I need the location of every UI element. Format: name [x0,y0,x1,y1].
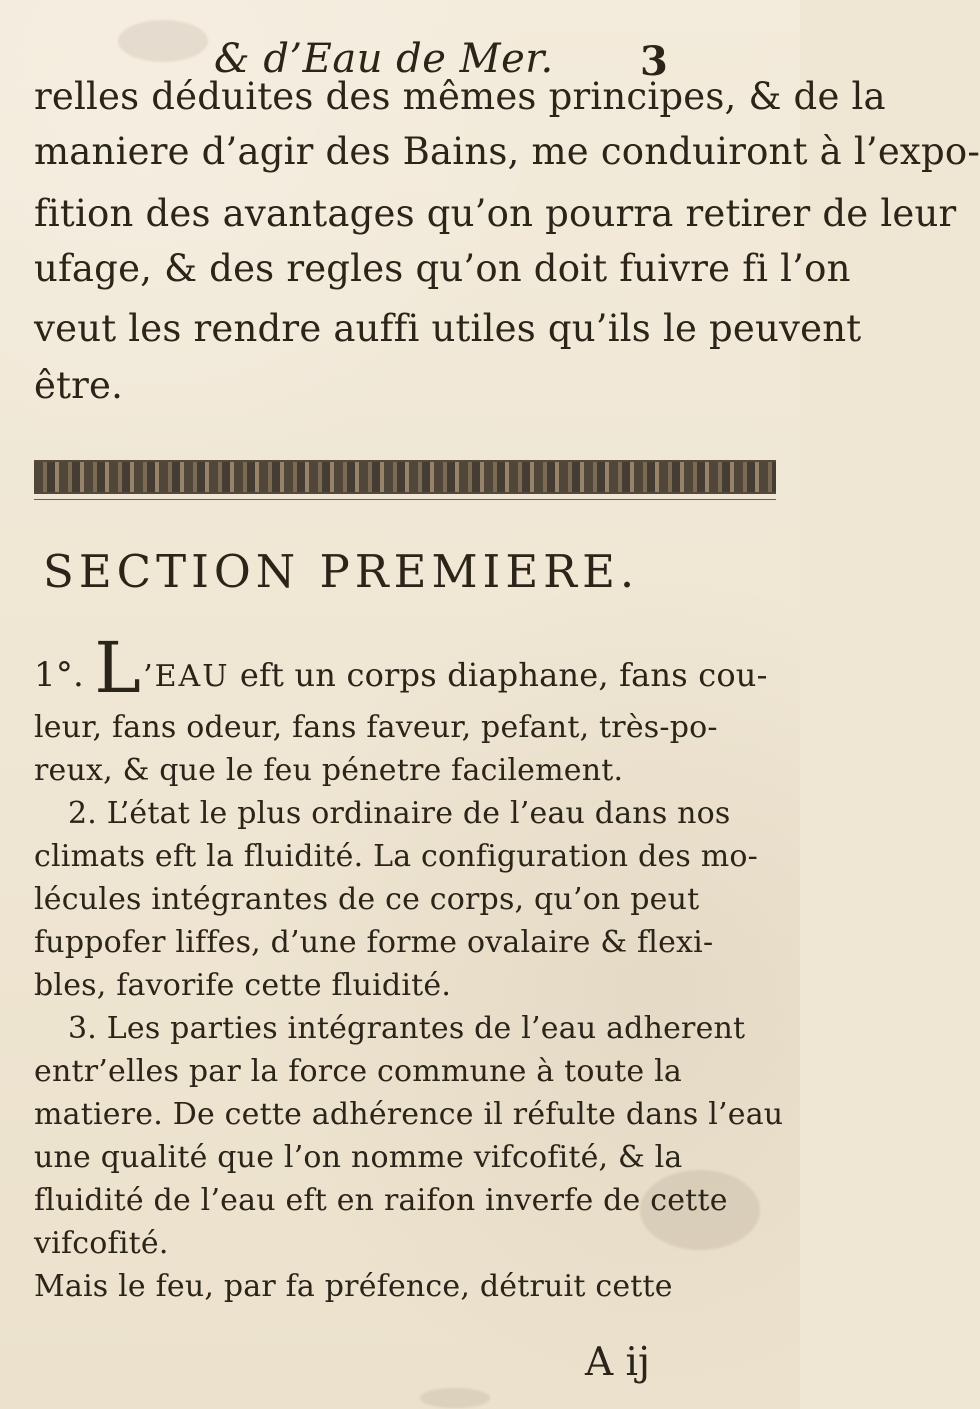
intro-line: maniere d’agir des Bains, me conduiront à l’expo- [34,130,980,173]
body-line: lécules intégrantes de ce corps, qu’on peut [34,882,700,917]
body-line: fuppofer liffes, d’une forme ovalaire & flexi- [34,925,714,960]
body-line: leur, fans odeur, fans faveur, pefant, très-po- [34,710,718,745]
body-line: fluidité de l’eau eft en raifon inverfe de cette [34,1183,728,1218]
first-paragraph-text: eft un corps diaphane, fans cou- [229,656,768,694]
body-line: entr’elles par la force commune à toute la [34,1054,682,1089]
body-line: reux, & que le feu pénetre facilement. [34,753,624,788]
paper-stain [420,1388,490,1408]
intro-line: relles déduites des mêmes principes, & de la [34,75,886,118]
body-line: 2. L’état le plus ordinaire de l’eau dans nos [68,796,731,831]
body-line: 3. Les parties intégrantes de l’eau adherent [68,1011,746,1046]
running-title: & d’Eau de Mer. [214,36,554,82]
paragraph-number: 1°. [34,655,85,695]
body-line: vifcofité. [34,1226,169,1261]
first-paragraph-line [34,627,768,709]
body-line: une qualité que l’on nomme vifcofité, & la [34,1140,683,1175]
drop-cap: L [94,627,142,709]
signature-mark: A ij [585,1340,651,1385]
body-line: bles, favorife cette fluidité. [34,968,452,1003]
intro-line: veut les rendre auffi utiles qu’ils le peuvent [34,307,862,350]
intro-line: être. [34,364,124,407]
intro-line: ufage, & des regles qu’on doit fuivre fi l’on [34,247,851,290]
body-line: climats eft la fluidité. La configuration des mo- [34,839,758,874]
body-line: Mais le feu, par fa préfence, détruit cette [34,1269,673,1304]
section-title: SECTION PREMIERE. [43,545,640,598]
intro-line: fition des avantages qu’on pourra retirer de leur [34,192,957,235]
small-caps-word: ’EAU [143,659,230,694]
decorative-band [34,460,776,494]
page-number: 3 [640,38,668,85]
body-line: matiere. De cette adhérence il réfulte dans l’eau [34,1097,784,1132]
